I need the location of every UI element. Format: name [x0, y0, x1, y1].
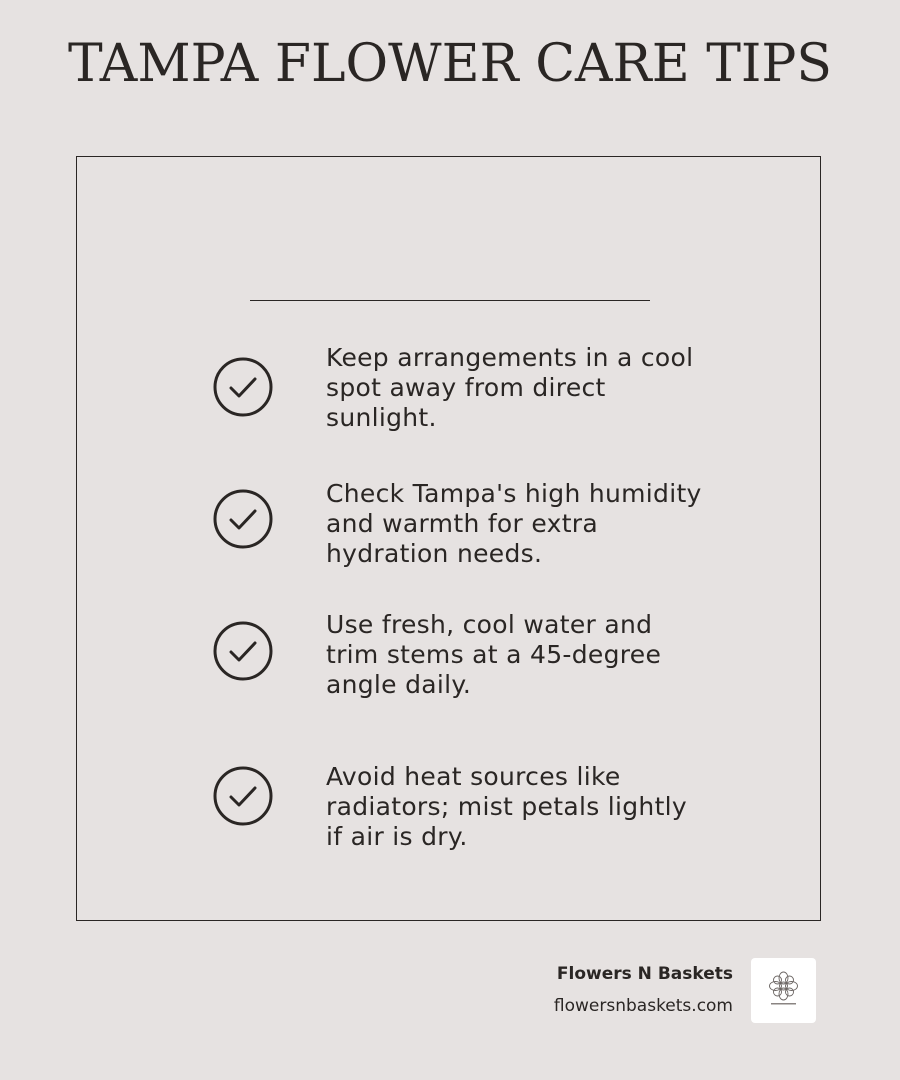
check-circle-icon: [213, 357, 273, 417]
brand-name: Flowers N Baskets: [556, 964, 733, 984]
page-title: TAMPA FLOWER CARE TIPS: [67, 34, 833, 94]
check-circle-icon: [213, 489, 273, 549]
flower-logo-icon: [751, 958, 816, 1023]
brand-url[interactable]: flowersnbaskets.com: [553, 996, 733, 1016]
check-circle-icon: [213, 621, 273, 681]
divider: [250, 300, 650, 301]
tip-text: Keep arrangements in a cool spot away from direct sunlight.: [326, 343, 694, 432]
tip-text: Avoid heat sources like radiators; mist petals lightly if air is dry.: [326, 762, 688, 851]
tip-text: Check Tampa's high humidity and warmth for extra hydration needs.: [326, 479, 702, 568]
tip-text: Use fresh, cool water and trim stems at a 45-degree angle daily.: [326, 610, 662, 699]
check-circle-icon: [213, 766, 273, 826]
